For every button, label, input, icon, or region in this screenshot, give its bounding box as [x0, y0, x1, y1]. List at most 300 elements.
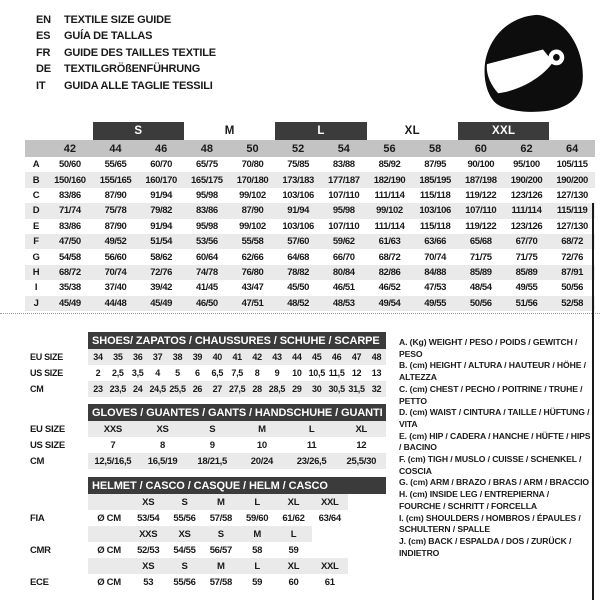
measurement-key: F [25, 234, 47, 249]
helmet-value: 61 [324, 576, 335, 588]
measurement-value: 51/56 [504, 296, 550, 311]
gloves-value: 25,5/30 [336, 453, 386, 469]
measurement-value: 91/94 [275, 203, 321, 218]
measurement-value: 99/102 [239, 220, 266, 232]
measurement-value: 66/70 [332, 251, 355, 263]
helmet-value: 55/56 [173, 512, 196, 524]
measurement-value: 103/106 [282, 189, 314, 201]
measurement-value: 83/86 [58, 189, 81, 201]
measurement-value: 70/80 [241, 159, 264, 171]
measurement-value: 82/86 [367, 265, 413, 280]
shoes-value: 41 [227, 349, 247, 365]
measurement-row [25, 265, 595, 280]
racing-helmet-icon [478, 12, 590, 114]
measurement-value: 43/47 [241, 282, 264, 294]
shoes-row-label: CM [28, 381, 88, 397]
measurement-value: 115/119 [549, 203, 595, 218]
shoes-value: 37 [148, 349, 168, 365]
helmet-size-label: XXL [312, 494, 348, 510]
helmet-value: 55/56 [173, 576, 196, 588]
legend-item: B. (cm) HEIGHT / ALTURA / HAUTEUR / HÖHE / ALTEZZA [399, 360, 586, 383]
measurement-value: 127/130 [556, 189, 588, 201]
measurement-value: 78/82 [275, 265, 321, 280]
measurement-row [25, 203, 595, 218]
measurement-row [25, 280, 595, 295]
measurement-value: 37/40 [104, 282, 127, 294]
measurement-value: 48/54 [469, 282, 492, 294]
measurement-value: 57/60 [275, 234, 321, 249]
size-number: 44 [93, 140, 139, 157]
size-number: 60 [458, 140, 504, 157]
measurement-value: 103/106 [412, 203, 458, 218]
helmet-standard-label: CMR [28, 542, 88, 558]
measurement-value: 65/68 [458, 234, 504, 249]
gloves-size-table [28, 404, 386, 469]
helmet-size-label: S [203, 526, 239, 542]
shoes-value: 6 [195, 368, 200, 378]
helmet-value-filler [348, 510, 386, 526]
measurement-value: 173/183 [275, 172, 321, 187]
shoes-value: 2,5 [112, 368, 124, 378]
shoes-value: 23 [88, 381, 108, 397]
measurement-value: 85/89 [504, 265, 550, 280]
shoes-value: 27,5 [227, 381, 247, 397]
measurement-value: 91/94 [150, 189, 173, 201]
measurement-value: 187/198 [458, 172, 504, 187]
gloves-value: S [187, 421, 237, 437]
shoes-row [28, 365, 386, 381]
size-number: 46 [138, 140, 184, 157]
measurement-value: 72/76 [138, 265, 184, 280]
helmet-size-spacer [28, 526, 88, 542]
helmet-size-label: XS [166, 526, 202, 542]
measurement-value: 115/118 [419, 189, 451, 201]
size-number: 42 [47, 140, 93, 157]
textile-size-table [25, 122, 595, 311]
helmet-size-label: M [203, 494, 239, 510]
helmet-size-label: L [239, 558, 275, 574]
gloves-row [28, 453, 386, 469]
helmet-size-label: M [239, 526, 275, 542]
measurement-value: 50/56 [458, 296, 504, 311]
legend-item: J. (cm) BACK / ESPALDA / DOS / ZURÜCK / INDIETRO [399, 535, 572, 558]
measurement-key: I [34, 282, 38, 294]
helmet-size-label: XS [130, 558, 166, 574]
measurement-value: 182/190 [367, 172, 413, 187]
gloves-value: 12,5/16,5 [88, 453, 138, 469]
shoes-value: 47 [347, 349, 367, 365]
gloves-value: 9 [209, 439, 215, 451]
shoes-value: 8 [254, 368, 260, 378]
shoes-row-label: EU SIZE [28, 349, 88, 365]
measurement-value: 99/102 [239, 189, 266, 201]
helmet-standard-label: ECE [28, 574, 88, 590]
shoes-value: 48 [366, 349, 386, 365]
shoes-value: 35 [108, 349, 128, 365]
size-number: 50 [230, 140, 276, 157]
measurement-value: 60/64 [195, 251, 218, 263]
shoes-value: 30,5 [327, 381, 347, 397]
helmet-size-label: XS [130, 494, 166, 510]
gloves-header-spacer [28, 404, 88, 421]
shoes-value: 5 [175, 368, 180, 378]
size-number: 48 [184, 140, 230, 157]
measurement-value: 52/58 [549, 296, 595, 311]
measurement-row [25, 219, 595, 234]
gloves-row-label: EU SIZE [28, 421, 88, 437]
measurement-value: 84/88 [412, 265, 458, 280]
helmet-value: 56/57 [209, 544, 232, 556]
measurement-value: 72/76 [561, 251, 584, 263]
shoes-value: 2 [95, 368, 101, 378]
gloves-value: 10 [256, 439, 267, 451]
language-title: GUÍA DE TALLAS [64, 30, 153, 43]
gloves-title: GLOVES / GUANTES / GANTS / HANDSCHUHE / GUANTI [88, 404, 386, 421]
helmet-header-row [28, 477, 386, 494]
measurement-value: 71/74 [47, 203, 93, 218]
helmet-standard-values-row [28, 542, 386, 558]
measurement-value: 45/49 [47, 296, 93, 311]
measurement-row [25, 234, 595, 249]
measurement-value: 107/110 [458, 203, 504, 218]
measurement-value: 127/130 [556, 220, 588, 232]
gloves-value: M [237, 421, 287, 437]
shoes-header-spacer [28, 332, 88, 349]
measurement-value: 150/160 [47, 172, 93, 187]
gloves-value: 20/24 [237, 453, 287, 469]
gloves-value: L [287, 421, 337, 437]
measurement-value: 51/54 [138, 234, 184, 249]
shoes-value: 27 [207, 381, 227, 397]
helmet-value: 54/55 [173, 544, 196, 556]
measurement-value: 45/49 [138, 296, 184, 311]
legend-item: A. (Kg) WEIGHT / PESO / POIDS / GEWITCH / PESO [399, 337, 578, 359]
measurement-key: D [25, 203, 47, 218]
shoes-value: 30 [307, 381, 327, 397]
gloves-row [28, 437, 386, 453]
measurement-value: 83/86 [58, 220, 81, 232]
shoes-value: 12 [351, 368, 362, 378]
gloves-value: 12 [356, 439, 367, 451]
helmet-header-spacer [28, 477, 88, 494]
legend-item: E. (cm) HIP / CADERA / HANCHE / HÜFTE / HIPS / BACINO [399, 430, 591, 453]
measurement-value: 107/110 [328, 220, 360, 232]
helmet-value: 61/62 [282, 512, 305, 524]
shoes-value: 25,5 [168, 381, 188, 397]
size-number: 64 [549, 140, 595, 157]
measurement-key: J [25, 296, 47, 311]
shoes-value: 6,5 [211, 368, 224, 378]
measurement-row [25, 157, 595, 172]
measurement-value: 62/66 [241, 251, 264, 263]
measurement-value: 55/58 [230, 234, 276, 249]
measurement-value: 75/78 [93, 203, 139, 218]
measurement-value: 85/89 [458, 265, 504, 280]
measurement-value: 99/102 [367, 203, 413, 218]
measurement-value: 45/50 [287, 282, 310, 294]
measurement-value: 53/56 [184, 234, 230, 249]
shoes-value: 34 [88, 349, 108, 365]
helmet-standard-sizes-row [28, 526, 386, 542]
size-group-label: L [275, 122, 366, 140]
legend-item: C. (cm) CHEST / PECHO / POITRINE / TRUHE / PETTO [399, 383, 583, 406]
shoes-value: 3,5 [131, 368, 144, 378]
measurement-value: 79/82 [138, 203, 184, 218]
measurement-value: 83/86 [184, 203, 230, 218]
helmet-size-label: S [166, 494, 202, 510]
gloves-value: 8 [160, 439, 166, 451]
shoes-value: 36 [128, 349, 148, 365]
measurement-value: 87/90 [230, 203, 276, 218]
size-group-label: XL [404, 125, 420, 137]
measurement-value: 49/54 [367, 296, 413, 311]
measurement-value: 119/122 [465, 220, 497, 232]
measurement-value: 60/70 [150, 159, 173, 171]
helmet-value: 53/54 [137, 512, 160, 524]
gloves-value: 11 [306, 439, 317, 451]
helmet-size-label: XL [275, 494, 311, 510]
shoes-value: 40 [207, 349, 227, 365]
shoes-value: 44 [287, 349, 307, 365]
measurement-value: 61/63 [367, 234, 413, 249]
shoes-value: 10 [292, 368, 302, 378]
measurement-value: 85/92 [378, 159, 401, 171]
gloves-row-label: US SIZE [28, 437, 88, 453]
legend-item: F. (cm) TIGH / MUSLO / CUISSE / SCHENKEL / COSCIA [399, 454, 582, 476]
measurement-value: 105/115 [556, 159, 588, 171]
language-title: GUIDE DES TAILLES TEXTILE [64, 46, 216, 59]
measurement-value: 87/90 [104, 220, 127, 232]
section-divider [0, 313, 600, 314]
helmet-value: 59 [252, 576, 263, 588]
measurement-value: 76/80 [230, 265, 276, 280]
helmet-size-spacer [88, 526, 130, 542]
helmet-standard-values-row [28, 510, 386, 526]
helmet-size-spacer [88, 494, 130, 510]
helmet-unit-label: Ø CM [97, 512, 121, 524]
measurement-value: 190/200 [504, 172, 550, 187]
helmet-standard-sizes-row [28, 494, 386, 510]
measurement-value: 70/74 [424, 251, 447, 263]
measurement-value: 111/114 [374, 189, 405, 201]
shoes-title: SHOES/ ZAPATOS / CHAUSSURES / SCHUHE / SCARPE [88, 332, 386, 349]
language-row [36, 12, 216, 28]
measurement-value: 68/72 [549, 234, 595, 249]
language-row [36, 28, 216, 44]
helmet-size-filler [348, 494, 386, 510]
size-number: 62 [504, 140, 550, 157]
shoes-value: 43 [267, 349, 287, 365]
measurement-value: 177/187 [321, 172, 367, 187]
measurement-value: 46/50 [184, 296, 230, 311]
gloves-value: XXS [88, 421, 138, 437]
measurement-row [25, 296, 595, 311]
language-title: GUIDA ALLE TAGLIE TESSILI [64, 79, 213, 92]
size-group-label: S [93, 122, 184, 140]
measurement-value: 50/60 [58, 159, 81, 171]
measurement-value: 111/114 [504, 203, 550, 218]
helmet-size-label [312, 526, 348, 542]
shoes-value: 45 [307, 349, 327, 365]
measurement-value: 46/52 [378, 282, 401, 294]
measurement-key: A [32, 159, 40, 171]
shoes-value: 29 [287, 381, 307, 397]
measurement-value: 165/175 [184, 172, 230, 187]
helmet-size-table [28, 477, 386, 590]
measurement-value: 119/122 [465, 189, 497, 201]
shoes-value: 42 [247, 349, 267, 365]
language-code: DE [36, 63, 51, 76]
measurement-value: 80/84 [321, 265, 367, 280]
gloves-value: 16,5/19 [138, 453, 188, 469]
measurement-value: 58/62 [150, 251, 173, 263]
shoes-row [28, 349, 386, 365]
measurement-value: 123/126 [510, 189, 543, 201]
measurement-value: 115/118 [419, 220, 451, 232]
helmet-value: 63/64 [318, 512, 341, 524]
measurement-value: 48/53 [321, 296, 367, 311]
helmet-size-label: M [203, 558, 239, 574]
helmet-unit-label: Ø CM [97, 576, 121, 588]
size-number: 52 [275, 140, 321, 157]
measurement-value: 56/60 [104, 251, 127, 263]
measurement-value: 67/70 [504, 234, 550, 249]
size-number: 56 [367, 140, 413, 157]
measurement-key: E [33, 220, 39, 232]
shoes-value: 39 [187, 349, 207, 365]
right-border-line [592, 203, 594, 600]
measurement-value: 91/94 [150, 220, 173, 232]
measurement-value: 95/98 [195, 189, 218, 201]
shoes-value: 28 [247, 381, 267, 397]
gloves-value: 7 [110, 439, 116, 451]
gloves-value: 18/21,5 [187, 453, 237, 469]
measurement-value: 44/48 [93, 296, 139, 311]
helmet-unit-label: Ø CM [97, 544, 121, 556]
measurement-value: 87/91 [549, 265, 595, 280]
helmet-value: 59/60 [246, 512, 269, 524]
shoes-row [28, 381, 386, 397]
helmet-size-spacer [28, 494, 88, 510]
shoes-value: 13 [371, 368, 382, 378]
shoes-value: 24,5 [148, 381, 168, 397]
measurement-value: 155/165 [93, 172, 139, 187]
language-title: TEXTILGRÖßENFÜHRUNG [64, 63, 201, 76]
shoes-value: 23,5 [108, 381, 128, 397]
measurement-value: 46/51 [332, 282, 355, 294]
shoes-value: 24 [128, 381, 148, 397]
measurement-value: 59/62 [321, 234, 367, 249]
helmet-value: 60 [288, 576, 299, 588]
size-group-label: XXL [458, 122, 549, 140]
measurement-value: 49/52 [93, 234, 139, 249]
helmet-size-label: XXL [312, 558, 348, 574]
measurement-value: 71/75 [515, 251, 538, 263]
measurement-key: C [32, 189, 40, 201]
legend-item: I. (cm) SHOULDERS / HOMBROS / ÉPAULES / SCHULTERN / SPALLE [399, 512, 581, 535]
helmet-size-spacer [88, 558, 130, 574]
shoes-value: 4 [155, 368, 160, 378]
language-code: ES [36, 30, 51, 43]
shoes-value: 38 [168, 349, 188, 365]
measurement-value: 71/75 [469, 251, 492, 263]
helmet-value: 58 [252, 544, 263, 556]
measurement-value: 64/68 [287, 251, 310, 263]
language-row [36, 61, 216, 77]
helmet-size-label: S [166, 558, 202, 574]
corner-cell [25, 122, 47, 140]
measurement-value: 68/72 [47, 265, 93, 280]
helmet-value [312, 542, 348, 558]
measurement-value: 47/51 [230, 296, 276, 311]
measurement-legend [399, 337, 591, 559]
measurement-value: 54/58 [58, 251, 81, 263]
shoes-value: 7,5 [231, 368, 243, 378]
measurement-value: 47/50 [47, 234, 93, 249]
shoes-value: 31,5 [347, 381, 367, 397]
measurement-value: 87/90 [104, 189, 127, 201]
language-code: FR [36, 46, 51, 59]
size-group-spacer [549, 122, 595, 140]
measurement-value: 75/85 [287, 159, 310, 171]
measurement-value: 50/56 [561, 282, 584, 294]
shoes-value: 11,5 [328, 368, 345, 378]
measurement-value: 95/98 [321, 203, 367, 218]
measurement-value: 87/95 [424, 159, 447, 171]
helmet-size-label: XL [275, 558, 311, 574]
measurement-value: 47/53 [424, 282, 447, 294]
helmet-size-spacer [28, 558, 88, 574]
measurement-value: 55/65 [104, 159, 127, 171]
helmet-value: 57/58 [209, 512, 232, 524]
shoes-value: 10,5 [308, 368, 325, 378]
shoes-value: 9 [274, 368, 280, 378]
language-code: EN [36, 14, 51, 26]
legend-item: H. (cm) INSIDE LEG / ENTREPIERNA / FOURCHE / SCHRITT / FORCELLA [399, 489, 550, 511]
language-row [36, 78, 216, 94]
measurement-value: 103/106 [282, 220, 314, 232]
size-group-label: M [224, 125, 235, 137]
size-group-row [25, 122, 595, 140]
helmet-size-label: L [239, 494, 275, 510]
gloves-header-row [28, 404, 386, 421]
helmet-standard-values-row [28, 574, 386, 590]
measurement-value: 41/45 [195, 282, 218, 294]
language-list [36, 12, 216, 94]
measurement-value: 49/55 [515, 282, 538, 294]
shoes-value: 28,5 [267, 381, 287, 397]
shoes-value: 46 [327, 349, 347, 365]
measurement-value: 170/180 [230, 172, 276, 187]
helmet-size-filler [348, 526, 386, 542]
helmet-value: 59 [288, 544, 299, 556]
language-title: TEXTILE SIZE GUIDE [64, 14, 172, 26]
helmet-value: 53 [143, 576, 154, 588]
measurement-value: 107/110 [328, 189, 360, 201]
legend-item: G. (cm) ARM / BRAZO / BRAS / ARM / BRACCIO [399, 477, 589, 488]
size-number: 58 [412, 140, 458, 157]
measurement-value: 83/88 [332, 159, 355, 171]
gloves-row [28, 421, 386, 437]
measurement-value: 35/38 [58, 282, 81, 294]
helmet-value: 52/53 [137, 544, 160, 556]
shoes-header-row [28, 332, 386, 349]
size-number: 54 [321, 140, 367, 157]
language-row [36, 45, 216, 61]
measurement-value: 65/75 [195, 159, 218, 171]
measurement-value: 48/52 [275, 296, 321, 311]
helmet-value-filler [348, 574, 386, 590]
